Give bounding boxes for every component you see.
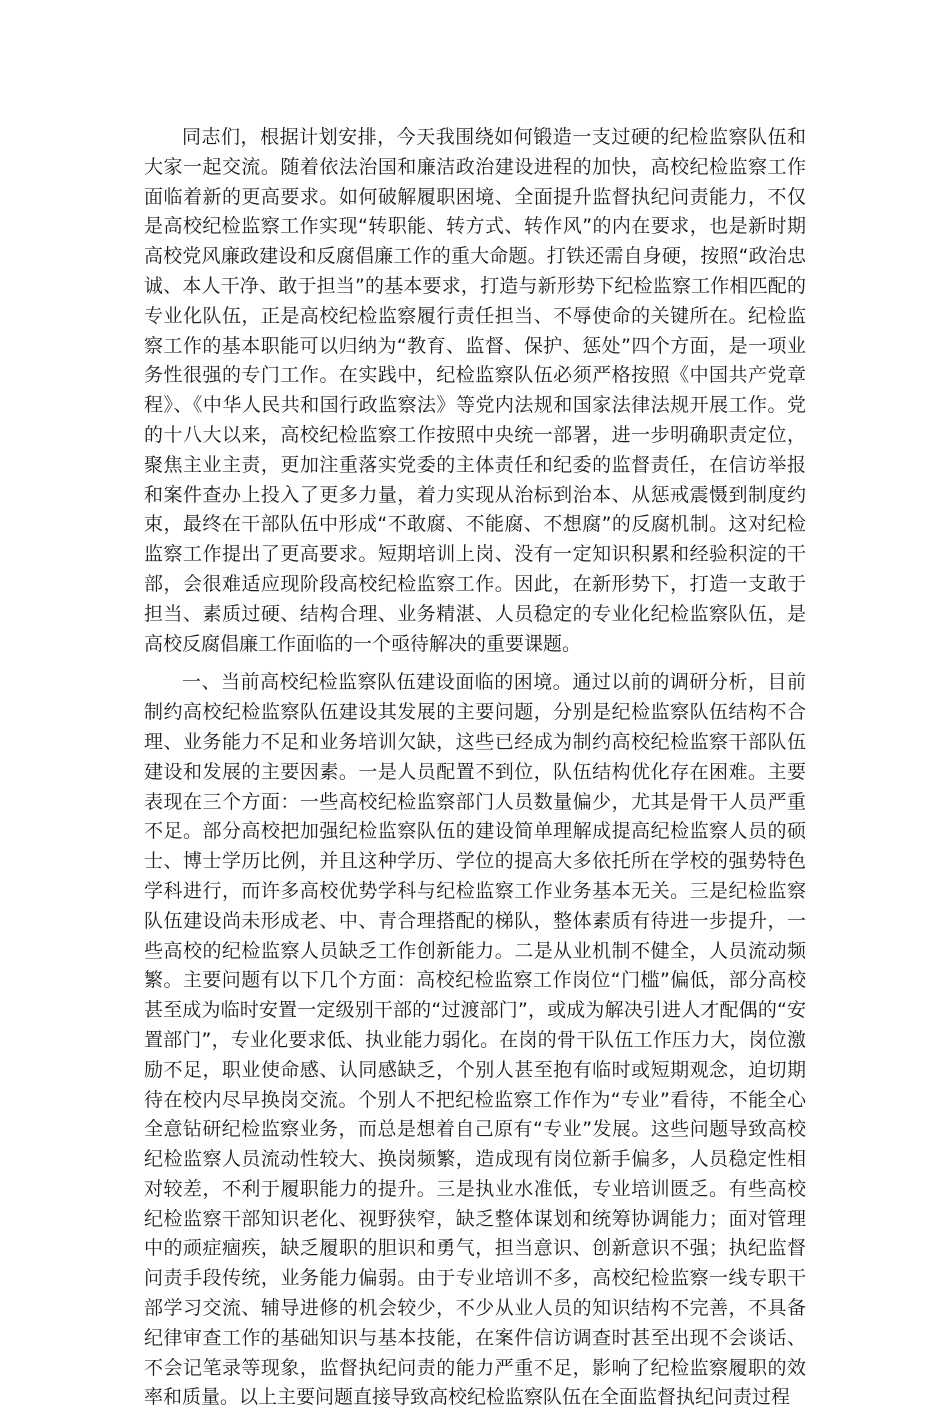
paragraph-intro: 同志们，根据计划安排，今天我围绕如何锻造一支过硬的纪检监察队伍和大家一起交流。随着依法治国和廉洁政治建设进程的加快，高校纪检监察工作面临着新的更高要求。如何破解履职困境、全面提升监督执纪问责能力，不仅是高校纪检监察工作实现“转职能、转方式、转作风”的内在要求，也是新时期高校党风廉政建设和反腐倡廉工作的重大命题。打铁还需自身硬，按照“政治忠诚、本人干净、敢于担当”的基本要求，打造与新形势下纪检监察工作相匹配的专业化队伍，正是高校纪检监察履行责任担当、不辱使命的关键所在。纪检监察工作的基本职能可以归纳为“教育、监督、保护、惩处”四个方面，是一项业务性很强的专门工作。在实践中，纪检监察队伍必须严格按照《中国共产党章程》、《中华人民共和国行政监察法》等党内法规和国家法律法规开展工作。党的十八大以来，高校纪检监察工作按照中央统一部署，进一步明确职责定位，聚焦主业主责，更加注重落实党委的主体责任和纪委的监督责任，在信访举报和案件查办上投入了更多力量，着力实现从治标到治本、从惩戒震慑到制度约束，最终在干部队伍中形成“不敢腐、不能腐、不想腐”的反腐机制。这对纪检监察工作提出了更高要求。短期培训上岗、没有一定知识积累和经验积淀的干部，会很难适应现阶段高校纪检监察工作。因此，在新形势下，打造一支敢于担当、素质过硬、结构合理、业务精湛、人员稳定的专业化纪检监察队伍，是高校反腐倡廉工作面临的一个亟待解决的重要课题。 — [144, 126, 806, 655]
paragraph-section-one: 一、当前高校纪检监察队伍建设面临的困境。通过以前的调研分析，目前制约高校纪检监察队伍建设其发展的主要问题，分别是纪检监察队伍结构不合理、业务能力不足和业务培训欠缺，这些已经成为制约高校纪检监察干部队伍建设和发展的主要因素。一是人员配置不到位，队伍结构优化存在困难。主要表现在三个方面：一些高校纪检监察部门人员数量偏少，尤其是骨干人员严重不足。部分高校把加强纪检监察队伍的建设简单理解成提高纪检监察人员的硕士、博士学历比例，并且这种学历、学位的提高大多依托所在学校的强势特色学科进行，而许多高校优势学科与纪检监察工作业务基本无关。三是纪检监察队伍建设尚未形成老、中、青合理搭配的梯队，整体素质有待进一步提升，一些高校的纪检监察人员缺乏工作创新能力。二是从业机制不健全，人员流动频繁。主要问题有以下几个方面：高校纪检监察工作岗位“门槛”偏低，部分高校甚至成为临时安置一定级别干部的“过渡部门”，或成为解决引进人才配偶的“安置部门”，专业化要求低、执业能力弱化。在岗的骨干队伍工作压力大，岗位激励不足，职业使命感、认同感缺乏，个别人甚至抱有临时或短期观念，迫切期待在校内尽早换岗交流。个别人不把纪检监察工作作为“专业”看待，不能全心全意钻研纪检监察业务，而总是想着自己原有“专业”发展。这些问题导致高校纪检监察人员流动性较大、换岗频繁，造成现有岗位新手偏多，人员稳定性相对较差，不利于履职能力的提升。三是执业水准低，专业培训匮乏。有些高校纪检监察干部知识老化、视野狭窄，缺乏整体谋划和统筹协调能力；面对管理中的顽症痼疾，缺乏履职的胆识和勇气，担当意识、创新意识不强；执纪监督问责手段传统，业务能力偏弱。由于专业培训不多，高校纪检监察一线专职干部学习交流、辅导进修的机会较少，不少从业人员的知识结构不完善，不具备纪律审查工作的基础知识与基本技能，在案件信访调查时甚至出现不会谈话、不会记笔录等现象，监督执纪问责的能力严重不足，影响了纪检监察履职的效率和质量。以上主要问题直接导致高校纪检监察队伍在全面监督执纪问责过程 — [144, 671, 806, 1409]
document-body — [144, 123, 806, 1413]
